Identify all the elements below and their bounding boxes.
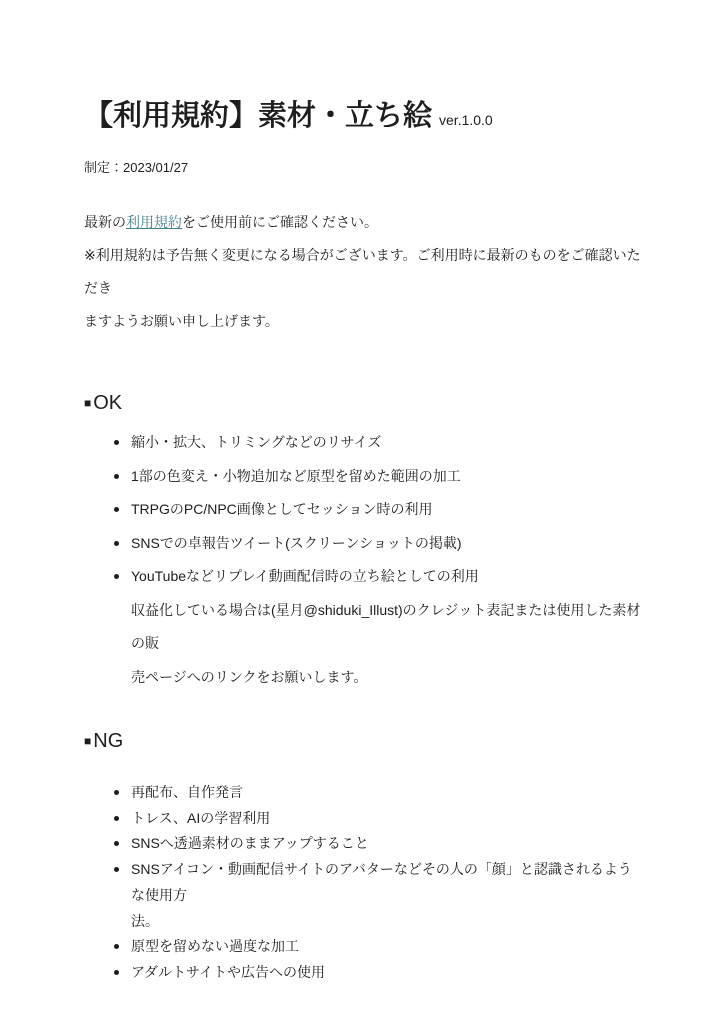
page-title-version: ver.1.0.0 [439, 112, 493, 128]
list-item-text: 縮小・拡大、トリミングなどのリサイズ [131, 434, 382, 450]
ok-list [84, 426, 641, 694]
list-item-text: トレス、AIの学習利用 [131, 809, 271, 826]
list-item-continuation: 収益化している場合は(星月@shiduki_Illust)のクレジット表記または使用した素材の販 [131, 601, 641, 651]
list-item-text: YouTubeなどリプレイ動画配信時の立ち絵としての利用 [131, 568, 479, 584]
ng-list [84, 780, 641, 986]
ng-heading-label: NG [93, 730, 124, 752]
list-item [84, 460, 641, 494]
established-date: 制定：2023/01/27 [84, 160, 189, 175]
list-item-text: 原型を留めない過度な加工 [131, 938, 299, 955]
list-item-text: TRPGのPC/NPC画像としてセッション時の利用 [131, 501, 433, 517]
list-item-text: 再配布、自作発言 [131, 784, 243, 800]
page-title [84, 0, 641, 139]
list-item-text: SNSでの卓報告ツイート(スクリーンショットの掲載) [131, 534, 462, 551]
list-item-continuation: 法。 [131, 912, 159, 929]
intro-pre-text: 最新の [84, 214, 126, 230]
list-item-text: アダルトサイトや広告への使用 [131, 963, 326, 980]
notice-line-2: ますようお願い申し上げます。 [84, 313, 279, 329]
list-item [84, 560, 641, 694]
list-item [84, 527, 641, 561]
intro-sentence [84, 206, 641, 239]
list-item [84, 857, 641, 934]
list-item [84, 493, 641, 527]
terms-of-use-link[interactable]: 利用規約 [126, 214, 182, 230]
ok-section-heading [84, 390, 641, 416]
intro-block [84, 206, 641, 338]
list-item [84, 806, 641, 832]
ok-heading-label: OK [93, 392, 123, 414]
list-item [84, 960, 641, 986]
list-item-text: SNSアイコン・動画配信サイトのアバターなどその人の「顔」と認識されるような使用方 [131, 861, 632, 903]
intro-post-text: をご使用前にご確認ください。 [182, 214, 378, 230]
list-item-text: 1部の色変え・小物追加など原型を留めた範囲の加工 [131, 467, 461, 484]
square-bullet-icon: ■ [84, 396, 92, 410]
list-item [84, 831, 641, 857]
list-item [84, 934, 641, 960]
ng-section-heading [84, 728, 641, 754]
list-item [84, 780, 641, 806]
page-title-text: 【利用規約】素材・立ち絵 [84, 100, 433, 132]
notice-line-1: ※利用規約は予告無く変更になる場合がございます。ご利用時に最新のものをご確認いただき [84, 247, 641, 296]
square-bullet-icon: ■ [84, 734, 92, 748]
list-item [84, 426, 641, 460]
list-item-text: SNSへ透過素材のままアップすること [131, 835, 369, 852]
list-item-continuation: 売ページへのリンクをお願いします。 [131, 668, 368, 685]
